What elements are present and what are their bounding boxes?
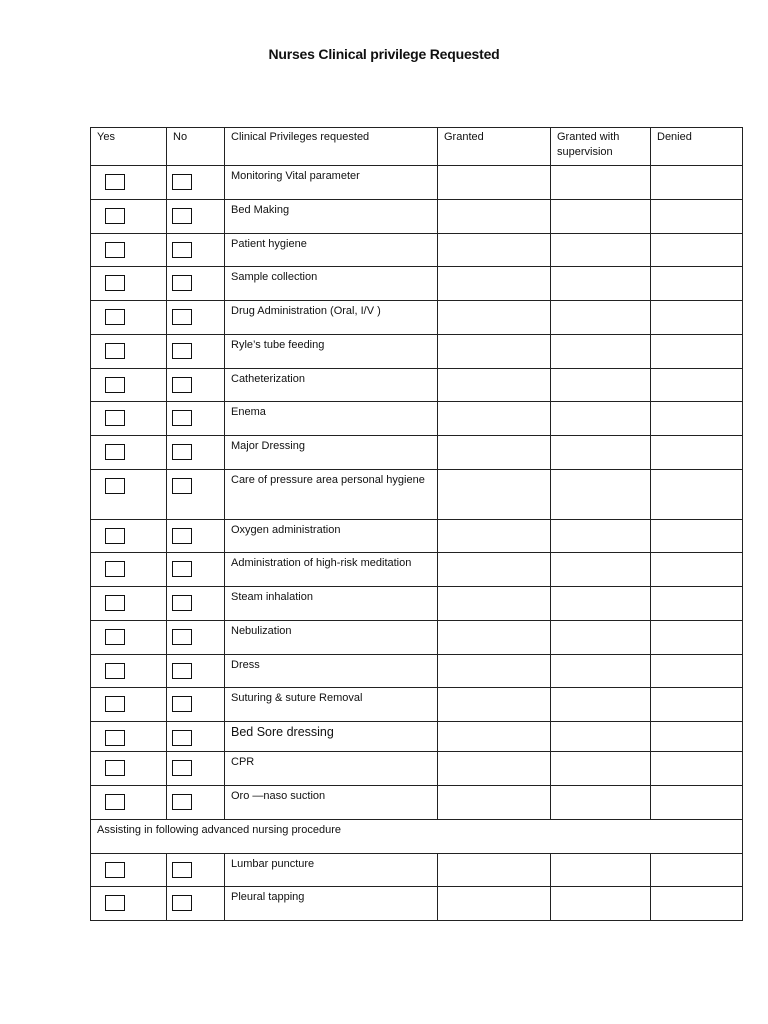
denied-cell[interactable] (651, 301, 743, 335)
privilege-row (91, 854, 743, 887)
granted-cell[interactable] (438, 688, 551, 722)
granted-with-supervision-cell[interactable] (551, 655, 651, 688)
denied-cell[interactable] (651, 621, 743, 655)
granted-with-supervision-cell[interactable] (551, 688, 651, 722)
granted-cell[interactable] (438, 587, 551, 621)
granted-cell[interactable] (438, 520, 551, 553)
yes-cell (91, 335, 167, 369)
yes-cell (91, 786, 167, 820)
no-cell (167, 854, 225, 887)
yes-cell (91, 200, 167, 234)
no-checkbox[interactable] (172, 444, 192, 460)
denied-cell[interactable] (651, 470, 743, 520)
privilege-row (91, 520, 743, 553)
denied-cell[interactable] (651, 200, 743, 234)
document-title: Nurses Clinical privilege Requested (268, 46, 500, 62)
denied-cell[interactable] (651, 786, 743, 820)
yes-checkbox[interactable] (105, 760, 125, 776)
privilege-row (91, 688, 743, 722)
granted-cell[interactable] (438, 722, 551, 752)
no-checkbox[interactable] (172, 377, 192, 393)
yes-cell (91, 301, 167, 335)
granted-with-supervision-cell[interactable] (551, 553, 651, 587)
no-cell (167, 752, 225, 786)
granted-with-supervision-cell[interactable] (551, 402, 651, 436)
yes-cell (91, 402, 167, 436)
granted-with-supervision-cell[interactable] (551, 166, 651, 200)
privilege-label: Ryle’s tube feeding (225, 335, 438, 369)
privilege-label: Oxygen administration (225, 520, 438, 553)
no-cell (167, 470, 225, 520)
yes-checkbox[interactable] (105, 696, 125, 712)
privilege-label: Drug Administration (Oral, I/V ) (225, 301, 438, 335)
granted-with-supervision-cell[interactable] (551, 887, 651, 921)
yes-cell (91, 369, 167, 402)
privilege-label: Major Dressing (225, 436, 438, 470)
granted-cell[interactable] (438, 301, 551, 335)
no-cell (167, 655, 225, 688)
denied-cell[interactable] (651, 655, 743, 688)
header-row (91, 128, 743, 166)
no-cell (167, 166, 225, 200)
privilege-row (91, 166, 743, 200)
granted-with-supervision-cell[interactable] (551, 587, 651, 621)
section-row (91, 820, 743, 854)
privilege-label: Steam inhalation (225, 587, 438, 621)
yes-cell (91, 722, 167, 752)
denied-cell[interactable] (651, 234, 743, 267)
yes-checkbox[interactable] (105, 663, 125, 679)
yes-cell (91, 267, 167, 301)
yes-checkbox[interactable] (105, 410, 125, 426)
privilege-row (91, 587, 743, 621)
yes-cell (91, 436, 167, 470)
yes-cell (91, 553, 167, 587)
privilege-row (91, 267, 743, 301)
yes-cell (91, 752, 167, 786)
denied-cell[interactable] (651, 587, 743, 621)
denied-cell[interactable] (651, 436, 743, 470)
privilege-row (91, 436, 743, 470)
no-cell (167, 234, 225, 267)
granted-cell[interactable] (438, 369, 551, 402)
yes-cell (91, 621, 167, 655)
granted-with-supervision-cell[interactable] (551, 786, 651, 820)
granted-cell[interactable] (438, 335, 551, 369)
privilege-label: Sample collection (225, 267, 438, 301)
granted-with-supervision-cell[interactable] (551, 722, 651, 752)
no-cell (167, 722, 225, 752)
granted-with-supervision-cell[interactable] (551, 854, 651, 887)
privilege-row (91, 301, 743, 335)
privilege-row (91, 887, 743, 921)
denied-cell[interactable] (651, 854, 743, 887)
denied-cell[interactable] (651, 520, 743, 553)
granted-with-supervision-cell[interactable] (551, 621, 651, 655)
yes-checkbox[interactable] (105, 309, 125, 325)
granted-cell[interactable] (438, 621, 551, 655)
yes-checkbox[interactable] (105, 561, 125, 577)
granted-cell[interactable] (438, 234, 551, 267)
privilege-row (91, 553, 743, 587)
no-checkbox[interactable] (172, 275, 192, 291)
header-denied: Denied (651, 128, 743, 166)
granted-cell[interactable] (438, 200, 551, 234)
privilege-label: Bed Sore dressing (225, 722, 438, 752)
no-checkbox[interactable] (172, 174, 192, 190)
privilege-label: Dress (225, 655, 438, 688)
granted-with-supervision-cell[interactable] (551, 436, 651, 470)
yes-checkbox[interactable] (105, 242, 125, 258)
privilege-row (91, 655, 743, 688)
yes-checkbox[interactable] (105, 528, 125, 544)
granted-with-supervision-cell[interactable] (551, 520, 651, 553)
yes-cell (91, 854, 167, 887)
no-checkbox[interactable] (172, 528, 192, 544)
privilege-row (91, 470, 743, 520)
granted-with-supervision-cell[interactable] (551, 301, 651, 335)
no-checkbox[interactable] (172, 794, 192, 810)
privilege-row (91, 402, 743, 436)
granted-with-supervision-cell[interactable] (551, 470, 651, 520)
no-checkbox[interactable] (172, 595, 192, 611)
granted-with-supervision-cell[interactable] (551, 369, 651, 402)
yes-cell (91, 520, 167, 553)
no-checkbox[interactable] (172, 730, 192, 746)
granted-cell[interactable] (438, 267, 551, 301)
granted-with-supervision-cell[interactable] (551, 234, 651, 267)
granted-cell[interactable] (438, 752, 551, 786)
denied-cell[interactable] (651, 166, 743, 200)
no-cell (167, 887, 225, 921)
no-cell (167, 200, 225, 234)
no-checkbox[interactable] (172, 895, 192, 911)
privilege-label: Lumbar puncture (225, 854, 438, 887)
no-checkbox[interactable] (172, 410, 192, 426)
privilege-label: Pleural tapping (225, 887, 438, 921)
privilege-row (91, 621, 743, 655)
yes-cell (91, 887, 167, 921)
privilege-label: Bed Making (225, 200, 438, 234)
yes-cell (91, 655, 167, 688)
yes-checkbox[interactable] (105, 478, 125, 494)
yes-checkbox[interactable] (105, 444, 125, 460)
no-cell (167, 786, 225, 820)
granted-cell[interactable] (438, 854, 551, 887)
no-cell (167, 402, 225, 436)
privilege-label: Patient hygiene (225, 234, 438, 267)
header-no: No (167, 128, 225, 166)
privilege-row (91, 752, 743, 786)
privilege-row (91, 786, 743, 820)
no-cell (167, 267, 225, 301)
privilege-row (91, 722, 743, 752)
privilege-row (91, 234, 743, 267)
no-checkbox[interactable] (172, 343, 192, 359)
no-checkbox[interactable] (172, 309, 192, 325)
no-cell (167, 553, 225, 587)
yes-cell (91, 470, 167, 520)
no-cell (167, 335, 225, 369)
denied-cell[interactable] (651, 402, 743, 436)
yes-checkbox[interactable] (105, 629, 125, 645)
granted-cell[interactable] (438, 166, 551, 200)
denied-cell[interactable] (651, 335, 743, 369)
yes-cell (91, 166, 167, 200)
privilege-label: Administration of high-risk meditation (225, 553, 438, 587)
no-cell (167, 688, 225, 722)
header-yes: Yes (91, 128, 167, 166)
privilege-row (91, 200, 743, 234)
denied-cell[interactable] (651, 688, 743, 722)
yes-checkbox[interactable] (105, 208, 125, 224)
yes-checkbox[interactable] (105, 595, 125, 611)
yes-checkbox[interactable] (105, 730, 125, 746)
granted-cell[interactable] (438, 470, 551, 520)
granted-with-supervision-cell[interactable] (551, 335, 651, 369)
granted-with-supervision-cell[interactable] (551, 267, 651, 301)
section-label: Assisting in following advanced nursing procedure (91, 820, 743, 854)
no-checkbox[interactable] (172, 561, 192, 577)
denied-cell[interactable] (651, 887, 743, 921)
yes-checkbox[interactable] (105, 343, 125, 359)
no-cell (167, 621, 225, 655)
granted-cell[interactable] (438, 786, 551, 820)
no-checkbox[interactable] (172, 208, 192, 224)
no-cell (167, 520, 225, 553)
yes-cell (91, 234, 167, 267)
granted-cell[interactable] (438, 887, 551, 921)
privilege-label: Care of pressure area personal hygiene (225, 470, 438, 520)
privilege-label: Suturing & suture Removal (225, 688, 438, 722)
granted-cell[interactable] (438, 402, 551, 436)
privilege-label: Catheterization (225, 369, 438, 402)
no-cell (167, 369, 225, 402)
denied-cell[interactable] (651, 752, 743, 786)
header-privilege: Clinical Privileges requested (225, 128, 438, 166)
denied-cell[interactable] (651, 267, 743, 301)
yes-checkbox[interactable] (105, 275, 125, 291)
privilege-label: Nebulization (225, 621, 438, 655)
granted-cell[interactable] (438, 655, 551, 688)
no-checkbox[interactable] (172, 696, 192, 712)
no-checkbox[interactable] (172, 663, 192, 679)
denied-cell[interactable] (651, 369, 743, 402)
yes-checkbox[interactable] (105, 174, 125, 190)
granted-with-supervision-cell[interactable] (551, 200, 651, 234)
denied-cell[interactable] (651, 553, 743, 587)
no-checkbox[interactable] (172, 478, 192, 494)
yes-checkbox[interactable] (105, 794, 125, 810)
privilege-row (91, 369, 743, 402)
yes-cell (91, 587, 167, 621)
header-granted-with-supervision: Granted with supervision (551, 128, 651, 166)
privilege-label: CPR (225, 752, 438, 786)
denied-cell[interactable] (651, 722, 743, 752)
granted-cell[interactable] (438, 553, 551, 587)
no-checkbox[interactable] (172, 862, 192, 878)
yes-checkbox[interactable] (105, 895, 125, 911)
privilege-label: Enema (225, 402, 438, 436)
no-checkbox[interactable] (172, 629, 192, 645)
privilege-row (91, 335, 743, 369)
no-cell (167, 436, 225, 470)
yes-checkbox[interactable] (105, 862, 125, 878)
header-granted: Granted (438, 128, 551, 166)
no-cell (167, 301, 225, 335)
no-checkbox[interactable] (172, 242, 192, 258)
no-cell (167, 587, 225, 621)
yes-cell (91, 688, 167, 722)
privilege-label: Monitoring Vital parameter (225, 166, 438, 200)
yes-checkbox[interactable] (105, 377, 125, 393)
granted-with-supervision-cell[interactable] (551, 752, 651, 786)
privileges-table (90, 127, 743, 921)
no-checkbox[interactable] (172, 760, 192, 776)
granted-cell[interactable] (438, 436, 551, 470)
privilege-label: Oro —naso suction (225, 786, 438, 820)
